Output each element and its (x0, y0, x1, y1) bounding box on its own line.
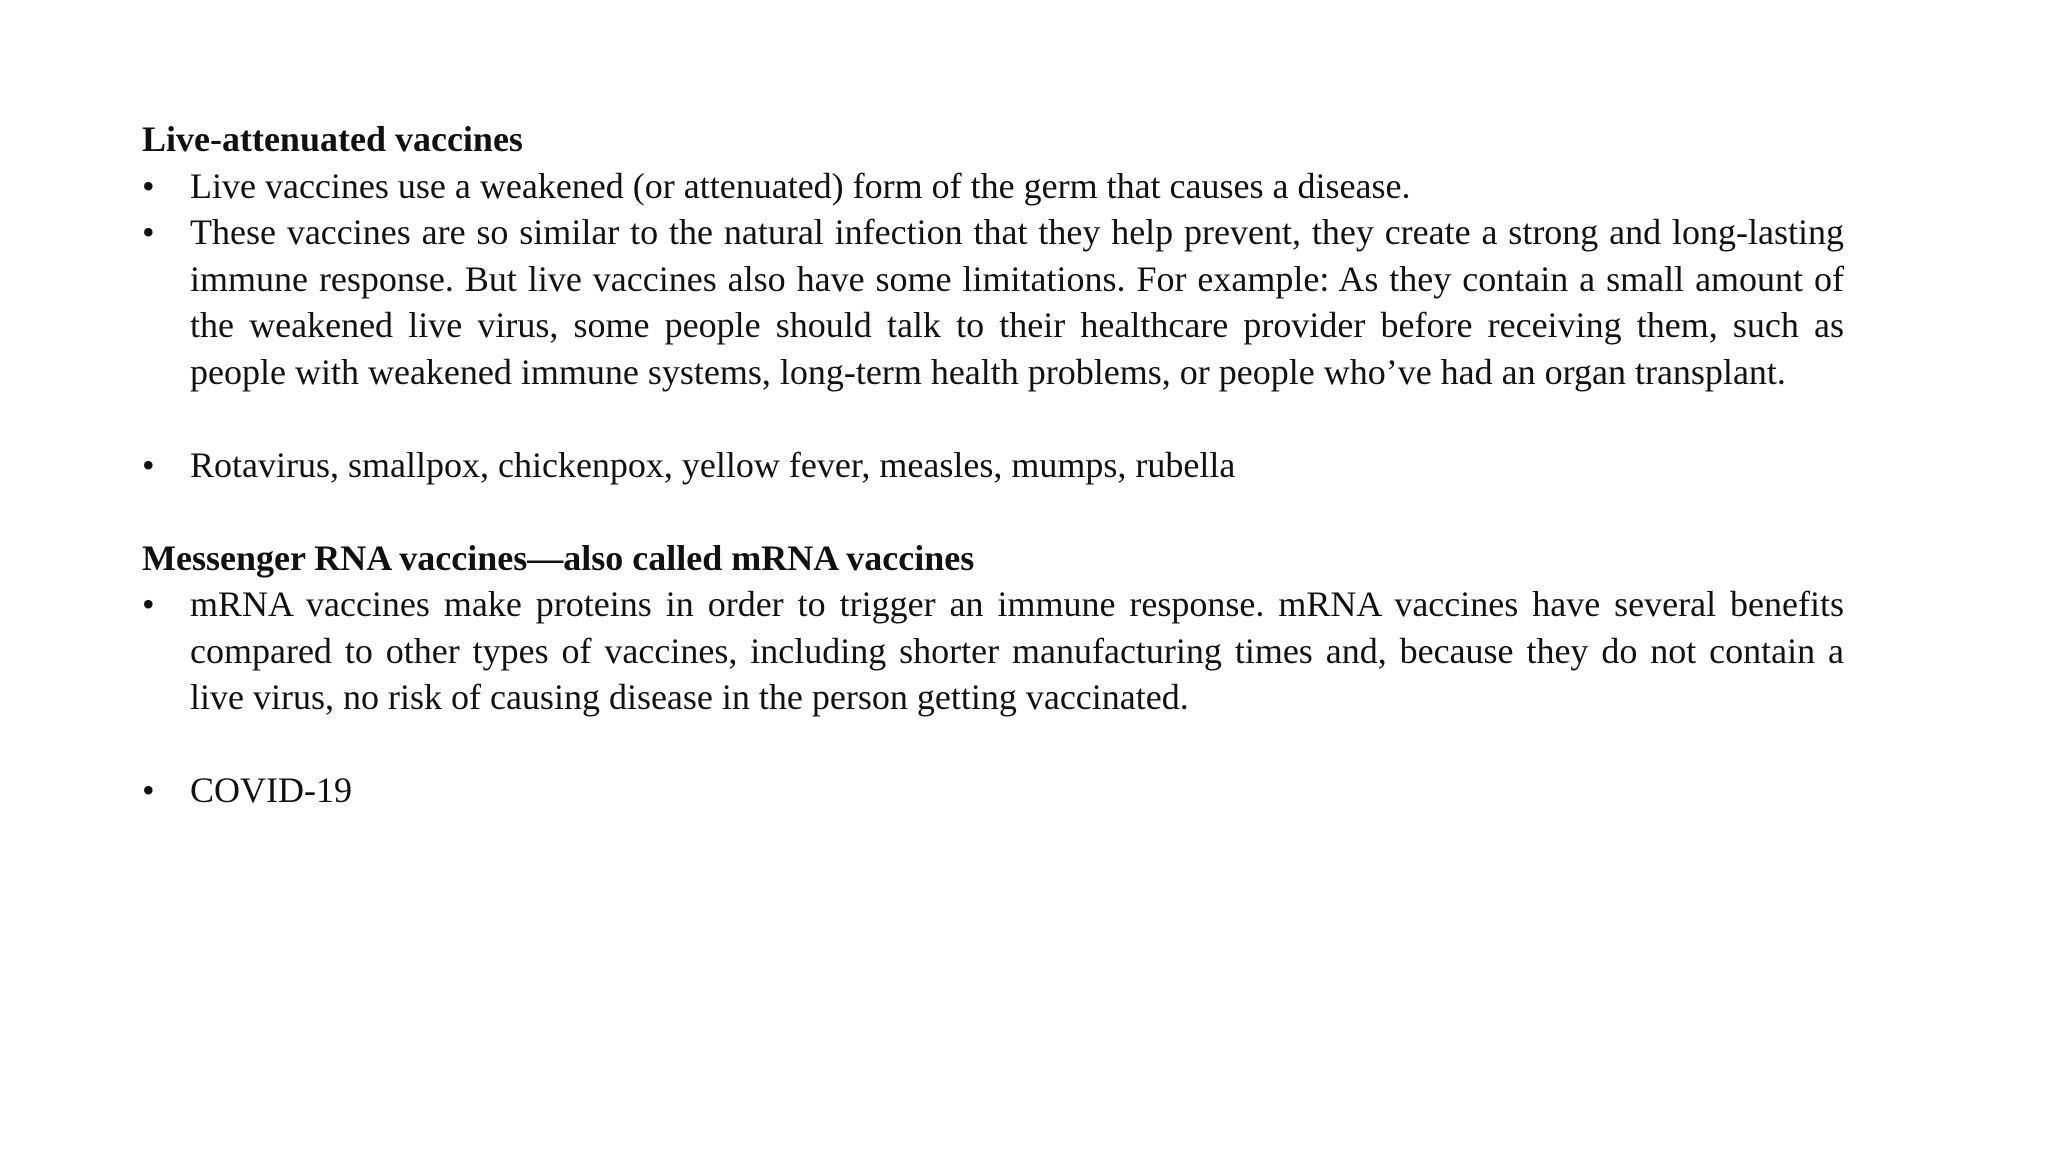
bullet-text: These vaccines are so similar to the natural infection that they help prevent, they create a strong and long-lasting immune response. But live vaccines also have some limitations. For example: As they contain a small amount of the weakened live virus, some people should talk to their healthcare provider before receiving them, such as people with weakened immune systems, long-term health problems, or people who’ve had an organ transplant. (190, 212, 1844, 392)
bullet-item (142, 163, 1844, 210)
section-mrna (142, 535, 1844, 814)
bullet-item (142, 581, 1844, 721)
spacer (142, 395, 1844, 442)
section-heading: Messenger RNA vaccines—also called mRNA vaccines (142, 537, 975, 578)
bullet-list (142, 163, 1844, 396)
bullet-text: Live vaccines use a weakened (or attenuated) form of the germ that causes a disease. (190, 165, 1411, 206)
examples-text: COVID-19 (190, 770, 352, 810)
bullet-text: mRNA vaccines make proteins in order to trigger an immune response. mRNA vaccines have several benefits compared to other types of vaccines, including shorter manufacturing times and, because they do not contain a live virus, no risk of causing disease in the person getting vaccinated. (190, 584, 1844, 717)
bullet-dot-icon: • (142, 770, 155, 810)
spacer (142, 721, 1844, 768)
examples-list (142, 767, 1844, 814)
bullet-dot-icon: • (142, 165, 155, 206)
bullet-item-examples (142, 767, 1844, 814)
section-live-attenuated (142, 116, 1844, 488)
bullet-item (142, 209, 1844, 395)
slide-content (142, 116, 1844, 814)
section-heading: Live-attenuated vaccines (142, 119, 523, 159)
examples-text: Rotavirus, smallpox, chickenpox, yellow fever, measles, mumps, rubella (190, 444, 1236, 485)
spacer (142, 488, 1844, 535)
examples-list (142, 442, 1844, 489)
bullet-list (142, 581, 1844, 721)
bullet-dot-icon: • (142, 584, 155, 624)
bullet-item-examples (142, 442, 1844, 489)
bullet-dot-icon: • (142, 444, 155, 485)
bullet-dot-icon: • (142, 212, 155, 252)
